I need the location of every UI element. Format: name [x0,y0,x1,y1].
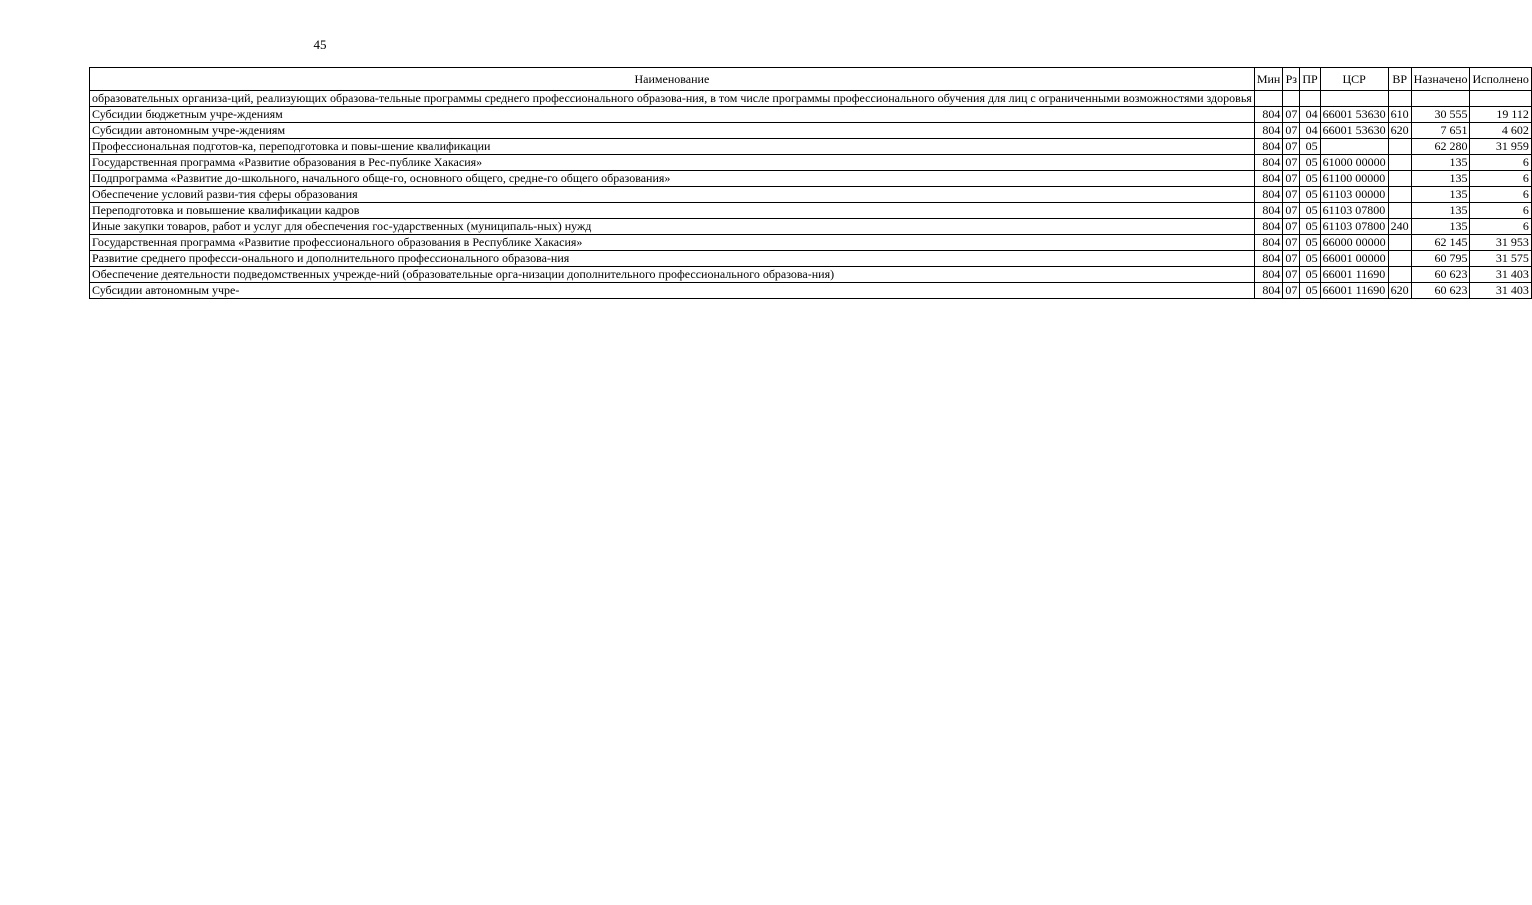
row-vr: 240 [1388,219,1411,235]
row-assigned: 7 651 [1411,123,1470,139]
row-min: 804 [1254,203,1283,219]
row-min: 804 [1254,155,1283,171]
row-pr: 05 [1300,203,1320,219]
row-name: Профессиональная подготов-ка, переподготовка и повы-шение квалификации [90,139,1255,155]
row-csr: 66001 00000 [1320,251,1388,267]
row-vr [1388,155,1411,171]
row-assigned: 135 [1411,203,1470,219]
row-name: Иные закупки товаров, работ и услуг для обеспечения гос-ударственных (муниципаль-ных) нужд [90,219,1255,235]
header-pr: ПР [1300,68,1320,91]
row-vr [1388,171,1411,187]
row-name: Подпрограмма «Развитие до-школьного, начального обще-го, основного общего, средне-го общего образования» [90,171,1255,187]
table-body [90,91,1532,299]
page-number: 45 [313,37,327,52]
row-assigned: 60 623 [1411,267,1470,283]
row-assigned: 60 795 [1411,251,1470,267]
row-assigned: 60 623 [1411,283,1470,299]
row-csr: 66001 53630 [1320,107,1388,123]
row-name: Государственная программа «Развитие образования в Рес-публике Хакасия» [90,155,1255,171]
row-pr: 05 [1300,187,1320,203]
row-vr: 620 [1388,283,1411,299]
row-name: Субсидии бюджетным учре-ждениям [90,107,1255,123]
row-assigned: 30 555 [1411,107,1470,123]
row-assigned: 135 [1411,219,1470,235]
row-min: 804 [1254,139,1283,155]
header-rz: Рз [1283,68,1300,91]
row-assigned: 135 [1411,171,1470,187]
row-min: 804 [1254,251,1283,267]
row-rz: 07 [1283,139,1300,155]
table-row [90,187,1532,203]
row-executed: 31 959 [1470,139,1531,155]
row-min: 804 [1254,267,1283,283]
row-csr: 61100 00000 [1320,171,1388,187]
table-row [90,251,1532,267]
row-executed: 6 [1470,155,1531,171]
row-rz: 07 [1283,171,1300,187]
row-name: образовательных организа-ций, реализующих образова-тельные программы среднего профессионального образова-ния, в том числе программы профессионального обучения для лиц с ограниченными возможностями здоровья [90,91,1255,107]
row-rz: 07 [1283,203,1300,219]
row-executed: 31 575 [1470,251,1531,267]
row-pr: 05 [1300,283,1320,299]
row-executed [1470,91,1531,107]
row-vr [1388,91,1411,107]
row-csr: 61103 07800 [1320,219,1388,235]
row-pr: 05 [1300,155,1320,171]
row-rz: 07 [1283,251,1300,267]
row-vr: 620 [1388,123,1411,139]
header-assigned: Назначено [1411,68,1470,91]
row-csr: 66000 00000 [1320,235,1388,251]
row-min: 804 [1254,235,1283,251]
row-csr [1320,91,1388,107]
row-vr [1388,187,1411,203]
row-rz: 07 [1283,155,1300,171]
row-csr: 66001 53630 [1320,123,1388,139]
row-assigned: 62 145 [1411,235,1470,251]
row-executed: 4 602 [1470,123,1531,139]
row-csr: 61103 07800 [1320,203,1388,219]
row-executed: 19 112 [1470,107,1531,123]
table-row [90,123,1532,139]
row-name: Субсидии автономным учре-ждениям [90,123,1255,139]
row-min: 804 [1254,187,1283,203]
row-csr: 66001 11690 [1320,267,1388,283]
table-row [90,203,1532,219]
row-rz: 07 [1283,107,1300,123]
table-row [90,267,1532,283]
row-pr: 04 [1300,107,1320,123]
header-row [90,68,1532,91]
row-csr: 61000 00000 [1320,155,1388,171]
row-csr [1320,139,1388,155]
row-rz [1283,91,1300,107]
row-min: 804 [1254,107,1283,123]
row-vr [1388,139,1411,155]
row-executed: 6 [1470,187,1531,203]
row-assigned [1411,91,1470,107]
row-executed: 31 403 [1470,283,1531,299]
table-row [90,139,1532,155]
row-min: 804 [1254,283,1283,299]
header-csr: ЦСР [1320,68,1388,91]
row-name: Обеспечение деятельности подведомственных учрежде-ний (образовательные орга-низации дополнительного профессионального образова-ния) [90,267,1255,283]
row-pr: 05 [1300,235,1320,251]
row-executed: 31 403 [1470,267,1531,283]
row-pr: 05 [1300,267,1320,283]
table-row [90,91,1532,107]
row-assigned: 135 [1411,187,1470,203]
header-executed: Исполнено [1470,68,1531,91]
row-name: Государственная программа «Развитие профессионального образования в Республике Хакасия» [90,235,1255,251]
row-rz: 07 [1283,267,1300,283]
row-min: 804 [1254,219,1283,235]
row-vr [1388,267,1411,283]
row-rz: 07 [1283,123,1300,139]
row-csr: 66001 11690 [1320,283,1388,299]
row-executed: 6 [1470,171,1531,187]
header-vr: ВР [1388,68,1411,91]
row-pr: 04 [1300,123,1320,139]
row-pr: 05 [1300,139,1320,155]
row-rz: 07 [1283,235,1300,251]
row-name: Переподготовка и повышение квалификации кадров [90,203,1255,219]
row-name: Субсидии автономным учре- [90,283,1255,299]
row-rz: 07 [1283,187,1300,203]
row-pr [1300,91,1320,107]
row-pr: 05 [1300,171,1320,187]
row-pr: 05 [1300,219,1320,235]
table-row [90,155,1532,171]
table-row [90,171,1532,187]
table-row [90,219,1532,235]
table-row [90,107,1532,123]
row-name: Обеспечение условий разви-тия сферы образования [90,187,1255,203]
row-name: Развитие среднего професси-онального и дополнительного профессионального образова-ния [90,251,1255,267]
header-name: Наименование [90,68,1255,91]
row-vr [1388,203,1411,219]
row-vr: 610 [1388,107,1411,123]
row-vr [1388,251,1411,267]
row-assigned: 62 280 [1411,139,1470,155]
row-executed: 6 [1470,203,1531,219]
row-rz: 07 [1283,219,1300,235]
row-min: 804 [1254,171,1283,187]
table-row [90,283,1532,299]
row-min [1254,91,1283,107]
row-min: 804 [1254,123,1283,139]
row-executed: 31 953 [1470,235,1531,251]
row-assigned: 135 [1411,155,1470,171]
row-vr [1388,235,1411,251]
row-pr: 05 [1300,251,1320,267]
table-row [90,235,1532,251]
row-csr: 61103 00000 [1320,187,1388,203]
row-rz: 07 [1283,283,1300,299]
budget-table [89,67,1532,299]
header-min: Мин [1254,68,1283,91]
row-executed: 6 [1470,219,1531,235]
